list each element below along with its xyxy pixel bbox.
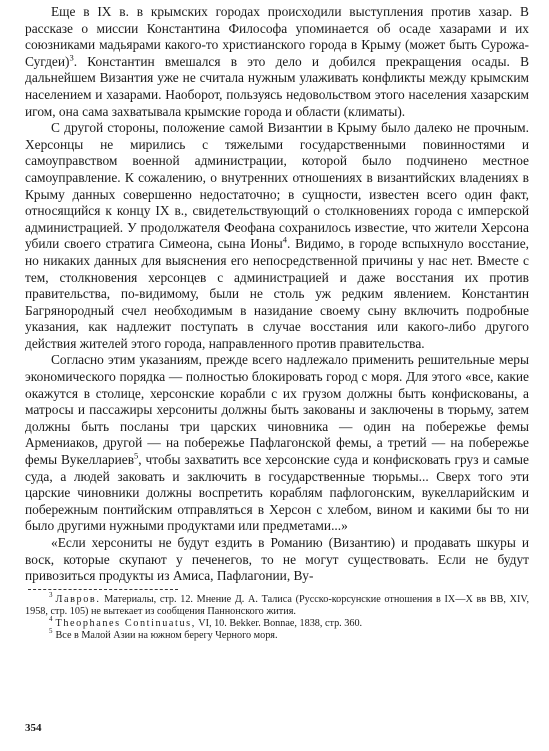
footnote-text: Материалы, стр. 12. Мнение Д. А. Талиса (Русско-корсунские отношения в IX—X вв ВВ, XIV, 1958, стр. 105) не вытекает из сообщения Паннонского жития. [25,593,529,617]
footnote-text: VI, 10. Bekker. Bonnae, 1838, стр. 360. [195,617,363,629]
footnote-text: Все в Малой Азии на южном берегу Черного моря. [55,629,278,641]
paragraph-3-text-a: Согласно этим указаниям, прежде всего надлежало применить решительные меры экономического порядка — полностью блокировать город с моря. Для этого «все, какие окажутся в столице, херсонские корабли с их грузом должны быть конфискованы, а матросы и пассажиры херсониты должны быть закованы и заключены в тюрьму, затем должны быть посланы три царских чиновника — один на побережье фемы Армениаков, другой — на побережье Пафлагонской фемы, а третий — на побережье фемы Вукеллариев [25,352,529,468]
paragraph-2 [25,120,529,352]
paragraph-1 [25,4,529,120]
footnote-mark: 5 [49,627,53,636]
paragraph-2-text-b: . Видимо, в городе вспыхнуло восстание, но никаких данных для выяснения его непосредственной причины у нас нет. Вместе с тем, столкновения херсонцев с администрацией и даже восстания их против правительства, по-видимому, были не столь уж редким явлением. Константин Багрянородный счел необходимым в назидание своему сыну включить подробные указания, как надлежит поступать в случае восстания или какого-либо другого действия жителей этого города, направленного против правительства. [25,236,529,351]
book-page [25,4,529,744]
footnote-5 [25,627,529,642]
paragraph-4: «Если херсониты не будут ездить в Романию (Византию) и продавать шкуры и воск, которые скупают у печенегов, то не могут существовать. Если не будут привозиться продукты из Амиса, Пафлагонии, Ву- [25,535,529,584]
footnote-mark: 4 [49,615,53,624]
paragraph-2-text-a: С другой стороны, положение самой Византии в Крыму было далеко не прочным. Херсонцы не мирились с тяжелыми государственными повинностями и самоуправством военной администрации, которой было подчинено местное самоуправление. К сожалению, о внутренних отношениях в византийских владениях в Крыму данных совершенно недостаточно; в сущности, известен всего один факт, относящийся к концу IX в., свидетельствующий о столкновениях города с имперской администрацией. У продолжателя Феофана сохранилось известие, что жители Херсона убили своего стратига Симеона, сына Ионы [25,120,529,252]
paragraph-1-text-b: . Константин вмешался в это дело и добился прекращения осады. В дальнейшем Византия уже не считала нужным улаживать конфликты между крымским населением и хазарами. Наоборот, пользуясь недовольством этого населения хазарским игом, она сама захватывала крымские города и области (климаты). [25,53,529,119]
footnotes [25,591,529,642]
footnote-mark: 3 [49,591,53,600]
paragraph-1-text-a: Еще в IX в. в крымских городах происходили выступления против хазар. В рассказе о миссии Константина Философа упоминается об осаде хазарами и их союзниками мадьярами какого-то христианского города в Крыму (может быть Сурожа-Сугдеи) [25,4,529,69]
paragraph-3-text-b: , чтобы захватить все херсонские суда и конфисковать груз и самые суда, а людей заковать и заключить в государственные тюрьмы... Сверх того эти царские чиновники должны воспретить кораблям пафлогонским, вукелларийским и побережным понтийским отправляться в Херсон с хлебом, вином и какими бы то ни было другими нужными продуктами или предметами...» [25,452,529,534]
footnote-ref-3: 3 [69,52,74,63]
page-number: 354 [25,722,42,734]
footnote-divider [28,589,178,590]
footnote-3 [25,591,529,618]
paragraph-3 [25,352,529,535]
main-text [25,4,529,585]
footnote-4 [25,615,529,630]
footnote-author: Theophanes Continuatus, [55,617,196,629]
footnote-ref-4: 4 [282,234,288,245]
footnote-ref-5: 5 [134,450,139,461]
footnote-author: Лавров. [55,593,101,605]
